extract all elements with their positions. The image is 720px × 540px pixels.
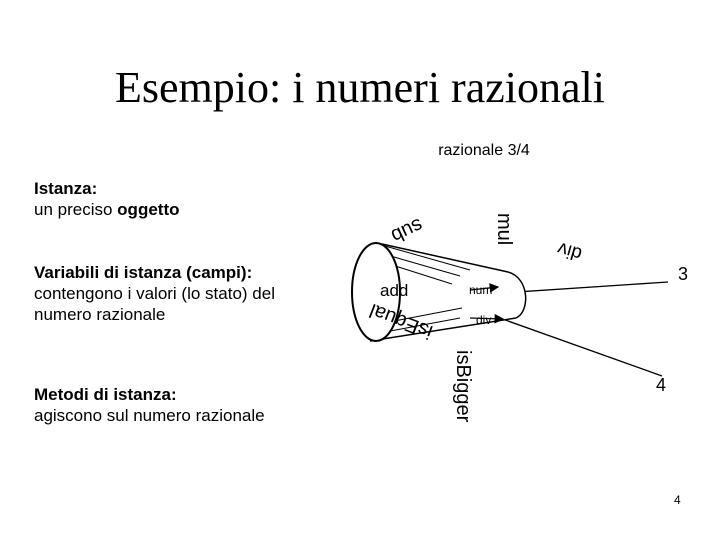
field-div: div [476,313,492,327]
value-div: 4 [656,375,667,395]
method-sub: sub [387,213,427,248]
method-mul: mul [493,213,515,246]
instance-label: razionale 3/4 [438,142,530,159]
method-isEqual: isEqual [366,298,436,343]
variables-line2: numero razionale [34,305,166,324]
method-isBigger: isBigger [452,350,474,423]
object-cylinder [352,243,526,341]
methods-line1: agiscono sul numero razionale [34,406,265,425]
methods-heading: Metodi di istanza: [34,385,177,404]
method-add: add [380,281,409,300]
instance-heading: Istanza: [34,179,98,198]
variables-line1: contengono i valori (lo stato) del [34,284,275,303]
field-num: num [469,283,493,297]
value-num: 3 [678,264,689,284]
variables-heading: Variabili di istanza (campi): [34,263,253,282]
method-div: div [555,237,585,265]
page-number: 4 [674,493,681,507]
instance-text-bold: oggetto [117,200,180,219]
instance-text: un preciso [34,200,118,219]
slide-title: Esempio: i numeri razionali [115,63,605,112]
